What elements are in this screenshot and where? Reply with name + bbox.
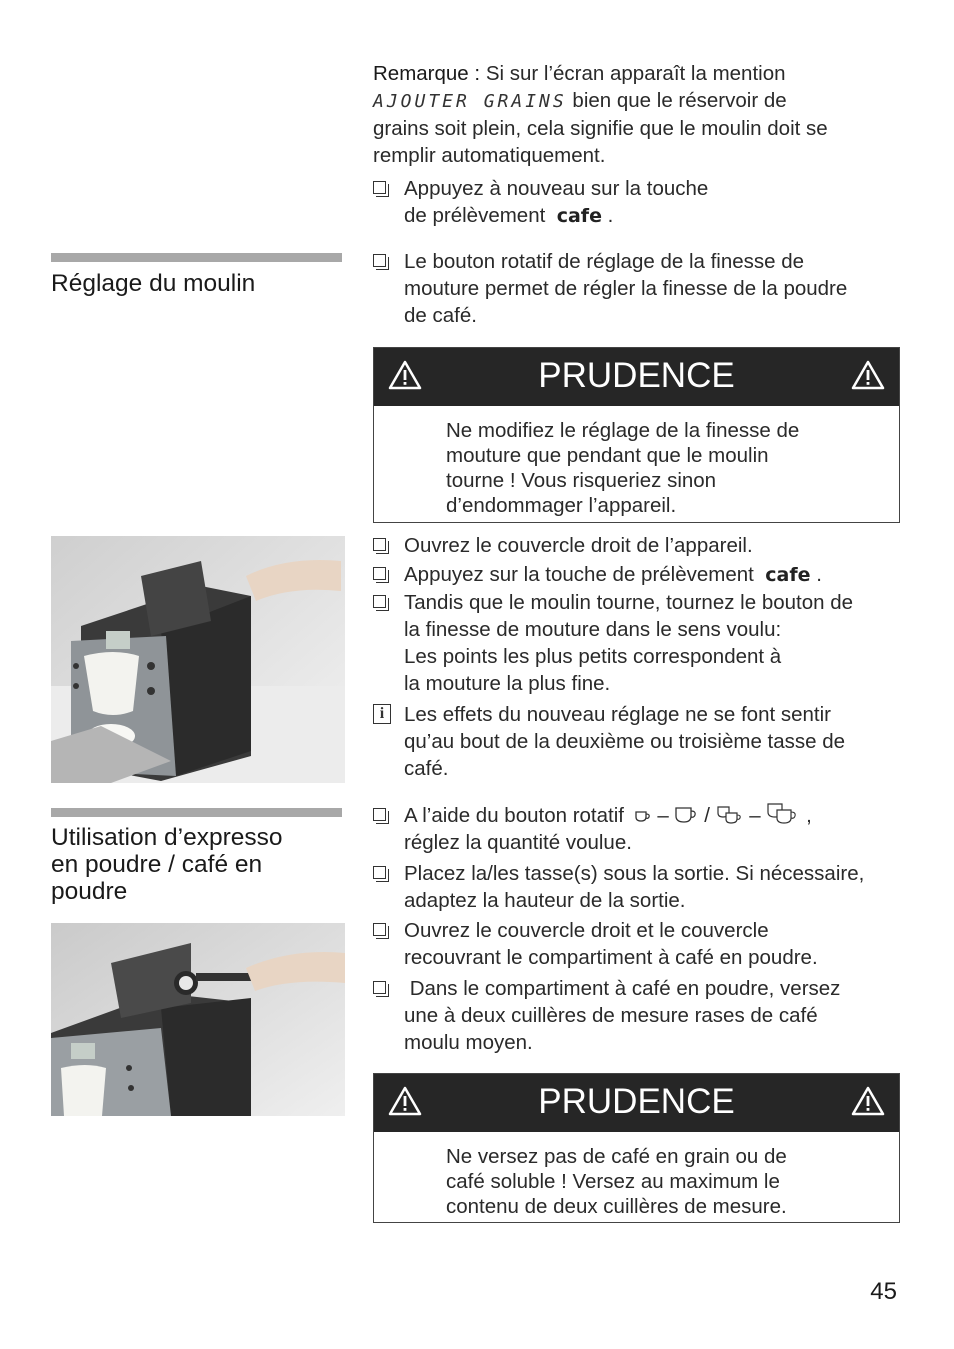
page-number: 45 [870,1278,897,1305]
caution-line: contenu de deux cuillères de mesure. [446,1195,787,1218]
step-line: Placez la/les tasse(s) sous la sortie. Si nécessaire, [404,862,865,885]
step-line: recouvrant le compartiment à café en poudre. [404,946,818,969]
section-title-line: en poudre / café en [51,851,263,878]
checkbox-bullet-icon [373,923,386,936]
step-place-cups [373,860,893,914]
checkbox-bullet-icon [373,567,386,580]
step-turn-knob [373,589,893,697]
section-divider [51,808,342,817]
step-line: moulu moyen. [404,1031,533,1054]
info-icon: i [373,704,391,724]
step-punct: / [704,804,710,827]
step-line: adaptez la hauteur de la sortie. [404,889,686,912]
checkbox-bullet-icon [373,254,386,267]
step-text: de prélèvement [404,204,546,227]
remark-text: Si sur l’écran apparaît la mention [485,62,786,85]
remark-line4: remplir automatiquement. [373,144,606,167]
step-punct: – [749,804,761,827]
caution-text [446,418,799,518]
checkbox-bullet-icon [373,181,386,194]
step-line: la mouture la plus fine. [404,672,611,695]
section-title-grinder: Réglage du moulin [51,270,256,297]
remark-text-2: bien que le réservoir de [572,89,787,112]
step-line: mouture permet de régler la finesse de la poudre [404,277,848,300]
cafe-button-label: cafe [765,564,811,586]
caution-title: PRUDENCE [538,1082,735,1121]
step-punct: – [657,804,669,827]
photo-ground-coffee [51,923,345,1116]
cafe-button-label: cafe [556,205,602,227]
step-text: A l’aide du bouton rotatif [404,804,624,827]
small-cup-icon [634,808,652,824]
step-line: Tandis que le moulin tourne, tournez le bouton de [404,591,854,614]
step-line: la finesse de mouture dans le sens voulu: [404,618,782,641]
step-punct: , [806,804,812,827]
step-line: Le bouton rotatif de réglage de la finesse de [404,250,805,273]
step-press-cafe-again [373,175,893,230]
info-note [373,701,893,782]
step-line: Les points les plus petits correspondent à [404,645,782,668]
remark-line3: grains soit plein, cela signifie que le moulin doit se [373,117,828,140]
step-line: Dans le compartiment à café en poudre, versez [404,977,841,1000]
step-open-compartment [373,917,893,971]
remark-line1 [373,60,893,87]
info-line: qu’au bout de la deuxième ou troisième tasse de [404,730,846,753]
two-large-cups-icon [766,802,800,826]
caution-line: café soluble ! Versez au maximum le [446,1170,780,1193]
step-line: de café. [404,304,477,327]
section-title-line: poudre [51,878,128,905]
info-line: Les effets du nouveau réglage ne se font sentir [404,703,832,726]
photo-opening-lid [51,536,345,783]
caution-box [373,1073,900,1223]
warning-triangle-icon [851,1086,885,1116]
checkbox-bullet-icon [373,981,386,994]
checkbox-bullet-icon [373,538,386,551]
step-line [404,802,893,829]
caution-line: d’endommager l’appareil. [446,494,677,517]
checkbox-bullet-icon [373,595,386,608]
caution-line: tourne ! Vous risqueriez sinon [446,469,717,492]
step-open-lid [373,532,893,559]
step-text: Appuyez sur la touche de prélèvement [404,563,754,586]
caution-line: Ne modifiez le réglage de la finesse de [446,419,800,442]
caution-header [374,1074,899,1132]
step-line: Appuyez à nouveau sur la touche [404,177,709,200]
caution-line: Ne versez pas de café en grain ou de [446,1145,787,1168]
display-message: AJOUTER GRAINS [373,91,567,112]
step-grinder-knob [373,248,893,329]
step-press-cafe [373,561,893,589]
caution-text [446,1144,787,1219]
section-title-line: Utilisation d’expresso [51,824,283,851]
step-set-quantity [373,802,893,856]
two-small-cups-icon [716,804,744,826]
warning-triangle-icon [851,360,885,390]
step-text: Ouvrez le couvercle droit de l’appareil. [404,534,753,557]
step-line [404,202,893,230]
coffee-machine-illustration [51,923,345,1116]
step-punct: . [607,204,614,227]
caution-line: mouture que pendant que le moulin [446,444,769,467]
section-title-ground-coffee [51,824,283,905]
remark-label: Remarque : [373,62,481,85]
remark-block [373,60,893,169]
coffee-machine-illustration [51,536,345,783]
step-line: réglez la quantité voulue. [404,831,632,854]
caution-title: PRUDENCE [538,356,735,395]
checkbox-bullet-icon [373,808,386,821]
checkbox-bullet-icon [373,866,386,879]
large-cup-icon [674,805,698,825]
caution-header [374,348,899,406]
step-add-ground-coffee [373,975,893,1056]
step-punct: . [816,563,822,586]
step-line: Ouvrez le couvercle droit et le couvercle [404,919,769,942]
remark-line2 [373,87,893,115]
step-line: une à deux cuillères de mesure rases de café [404,1004,818,1027]
caution-box [373,347,900,523]
section-divider [51,253,342,262]
info-line: café. [404,757,449,780]
